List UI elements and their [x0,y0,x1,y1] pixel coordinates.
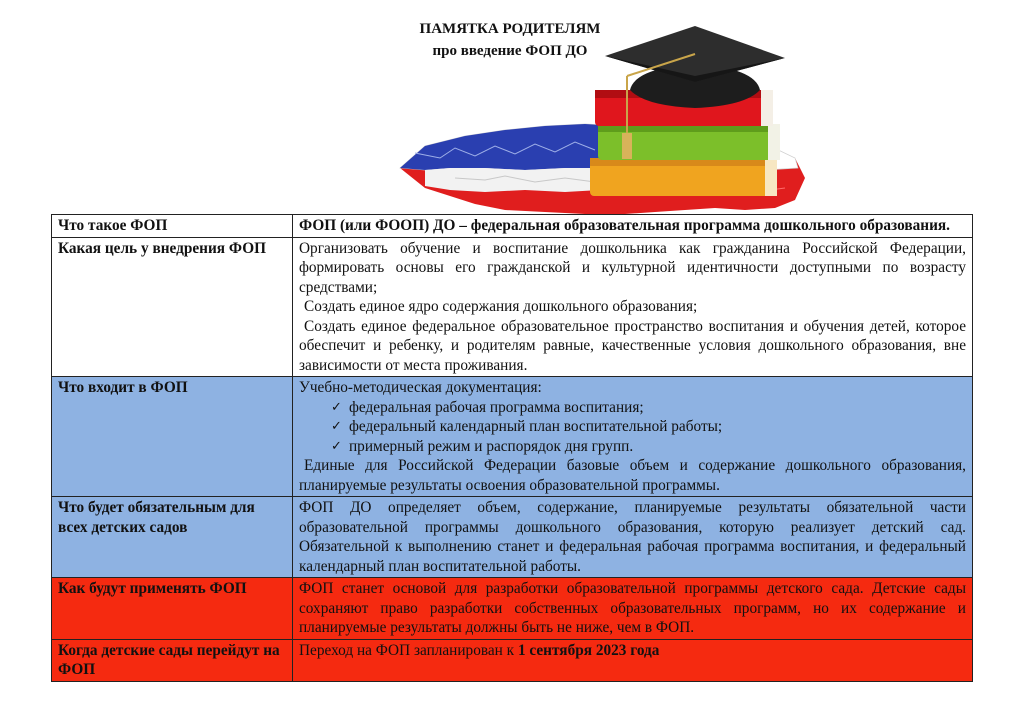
row-answer: ФОП ДО определяет объем, содержание, планируемые результаты обязательной части образовательной программы дошкольного образования, которую реализует детский сад. Обязательной к выполнению станет и федеральная рабочая программа воспитания, и федеральный календарный план воспитательной работы. [293,497,973,578]
row-question: Какая цель у внедрения ФОП [52,237,293,377]
checklist-item: ✓ федеральный календарный план воспитательной работы; [331,417,966,437]
answer-paragraph: Создать единое ядро содержания дошкольного образования; [304,298,698,315]
row-answer [293,237,973,377]
checklist [299,398,966,457]
checklist-item: ✓ примерный режим и распорядок дня групп. [331,437,966,457]
answer-paragraph: Учебно-методическая документация: [299,379,542,396]
checklist-item: ✓ федеральная рабочая программа воспитания; [331,398,966,418]
illustration-books-graduation-cap [395,18,815,218]
table-row [52,497,973,578]
table-row [52,237,973,377]
table-row [52,578,973,640]
row-question: Что такое ФОП [52,215,293,238]
page-subtitle: про введение ФОП ДО [432,43,588,59]
table-row [52,377,973,497]
row-answer [293,639,973,681]
page-title: ПАМЯТКА РОДИТЕЛЯМ [419,21,601,37]
table-row [52,639,973,681]
table-row [52,215,973,238]
memo-table [51,214,973,682]
row-question: Что входит в ФОП [52,377,293,497]
row-answer: ФОП (или ФООП) ДО – федеральная образовательная программа дошкольного образования. [293,215,973,238]
answer-text: Переход на ФОП запланирован к [299,641,518,659]
row-question: Когда детские сады перейдут на ФОП [52,639,293,681]
row-question: Что будет обязательным для всех детских садов [52,497,293,578]
answer-paragraph: Единые для Российской Федерации базовые объем и содержание дошкольного образования, планируемые результаты освоения образовательной программы. [299,457,966,494]
row-answer: ФОП станет основой для разработки образовательной программы детского сада. Детские сады сохраняют право разработки собственных образовательных программ, но их содержание и планируемые результаты должны быть не ниже, чем в ФОП. [293,578,973,640]
answer-paragraph: Создать единое федеральное образовательное пространство воспитания и обучения детей, которое обеспечит и ребенку, и родителям равные, качественные условия дошкольного образования, вне зависимости от места проживания. [299,317,966,374]
answer-paragraph: Организовать обучение и воспитание дошкольника как гражданина Российской Федерации, формировать основы его гражданской и культурной идентичности доступными по возрасту средствами; [299,239,966,296]
row-answer [293,377,973,497]
answer-date: 1 сентября 2023 года [517,641,660,659]
row-question: Как будут применять ФОП [52,578,293,640]
